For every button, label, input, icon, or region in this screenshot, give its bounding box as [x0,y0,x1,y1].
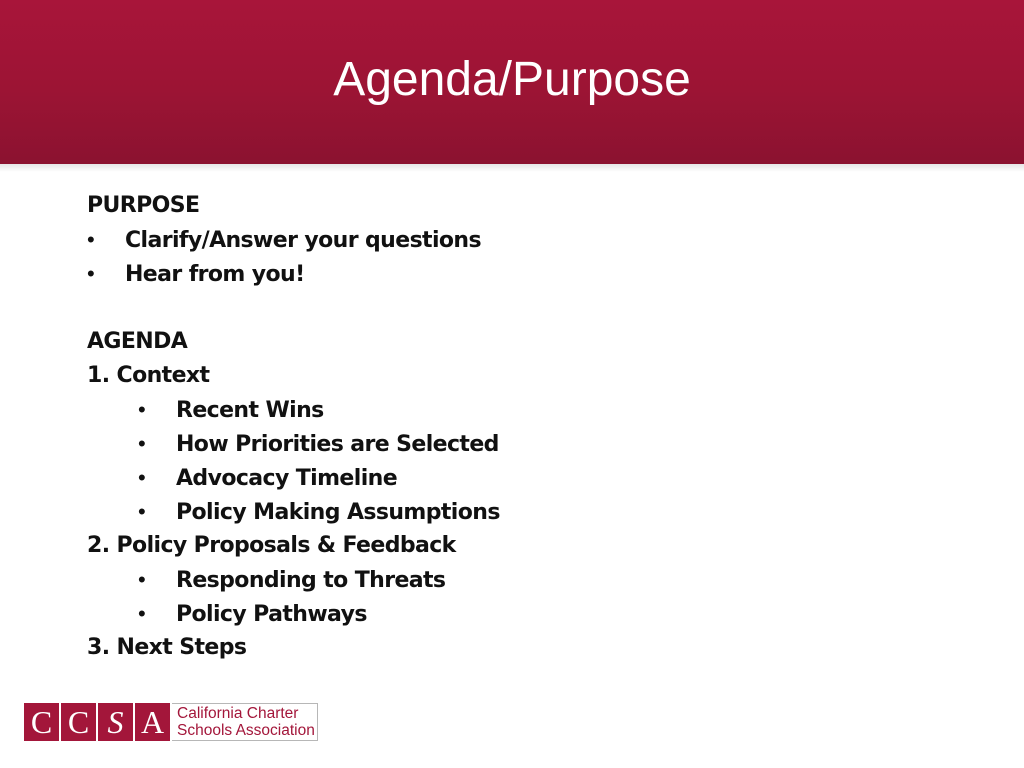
agenda-item [87,495,787,529]
agenda-item-label: Advocacy Timeline [176,466,398,491]
agenda-item [87,461,787,495]
agenda-item [87,427,787,461]
bullet-icon: • [138,465,146,490]
logo-wordmark [172,703,318,741]
agenda-item-label: How Priorities are Selected [176,432,499,457]
agenda-item-label: Recent Wins [176,398,324,423]
agenda-heading: AGENDA [87,329,188,354]
agenda-item-label: Responding to Threats [176,568,446,593]
logo-line-1: California Charter [177,705,299,722]
logo-line-2: Schools Association [177,722,315,739]
bullet-icon: • [87,261,95,286]
logo-letter-box: C [61,703,96,741]
purpose-item-label: Clarify/Answer your questions [125,228,481,253]
purpose-item-label: Hear from you! [125,262,305,287]
agenda-item [87,563,787,597]
purpose-heading: PURPOSE [87,193,200,218]
bullet-icon: • [138,431,146,456]
ccsa-logo [24,703,318,741]
agenda-section: 2. Policy Proposals & Feedback [87,533,456,558]
agenda-section: 1. Context [87,363,210,388]
slide-title: Agenda/Purpose [333,53,691,106]
section-gap [87,291,787,325]
bullet-icon: • [138,499,146,524]
bullet-icon: • [138,601,146,626]
agenda-item [87,597,787,631]
logo-letter-box: A [135,703,170,741]
bullet-icon: • [138,397,146,422]
logo-letter-box: S [98,703,133,741]
bullet-icon: • [87,227,95,252]
agenda-item-label: Policy Making Assumptions [176,500,500,525]
bullet-icon: • [138,567,146,592]
header-shadow [0,164,1024,172]
slide-content [87,189,787,665]
purpose-item [87,257,787,291]
agenda-section: 3. Next Steps [87,635,247,660]
agenda-item-label: Policy Pathways [176,602,367,627]
agenda-item [87,393,787,427]
purpose-item [87,223,787,257]
logo-letter-box: C [24,703,59,741]
